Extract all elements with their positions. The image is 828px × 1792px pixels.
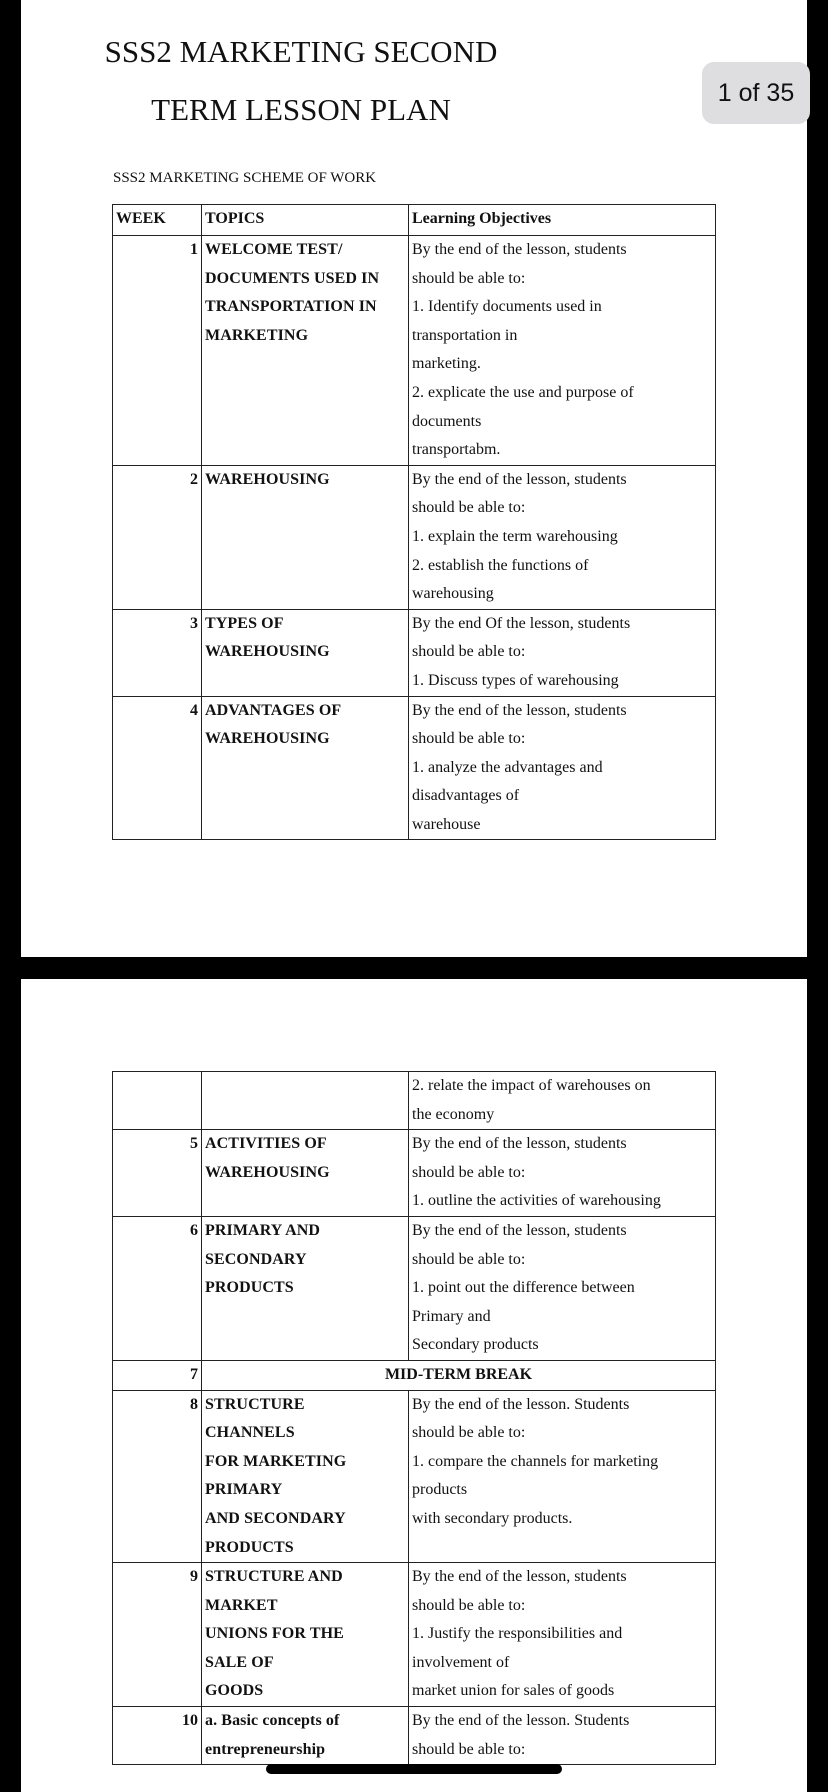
topic-line: WAREHOUSING (205, 643, 330, 661)
objectives-cell (409, 1390, 716, 1563)
objective-line: By the end of the lesson, students (412, 241, 627, 258)
objectives-cell (409, 1707, 716, 1765)
table-row (113, 465, 716, 609)
topic-line: GOODS (205, 1682, 264, 1700)
objective-line: transportation in (412, 326, 518, 344)
table-row (113, 1216, 716, 1360)
objectives-cell (409, 1130, 716, 1217)
objectives-cell (409, 1072, 716, 1130)
week-cell: 7 (113, 1360, 202, 1390)
header-topics: TOPICS (202, 205, 409, 236)
objective-line: should be able to: (412, 1424, 526, 1442)
topic-line: PRODUCTS (205, 1279, 294, 1297)
week-cell: 10 (113, 1707, 202, 1765)
topic-cell (202, 236, 409, 466)
objective-line: 1. point out the difference between (412, 1279, 635, 1297)
objective-line: market union for sales of goods (412, 1682, 615, 1700)
topic-line: SECONDARY (205, 1250, 307, 1268)
objective-line: should be able to: (412, 499, 526, 517)
objectives-cell (409, 465, 716, 609)
objective-line: Secondary products (412, 1336, 539, 1354)
objective-line: By the end of the lesson, students (412, 701, 627, 719)
topic-line: STRUCTURE AND (205, 1568, 343, 1586)
objective-line: the economy (412, 1105, 495, 1123)
topic-line: PRIMARY AND (205, 1221, 321, 1239)
objective-line: warehousing (412, 585, 494, 603)
objective-line: 1. explain the term warehousing (412, 527, 618, 545)
table-row (113, 236, 716, 466)
break-cell: MID-TERM BREAK (202, 1360, 716, 1390)
objective-line: transportabm. (412, 441, 501, 459)
topic-cell (202, 465, 409, 609)
document-title-line-2: TERM LESSON PLAN (151, 92, 451, 127)
objective-line: involvement of (412, 1653, 510, 1671)
objective-line: 1. analyze the advantages and (412, 758, 603, 776)
objective-line: 1. Identify documents used in (412, 298, 602, 316)
topic-line: CHANNELS (205, 1424, 295, 1442)
week-cell: 5 (113, 1130, 202, 1217)
week-cell: 6 (113, 1216, 202, 1360)
topic-line: TRANSPORTATION IN (205, 298, 377, 316)
objective-line: should be able to: (412, 643, 526, 661)
objective-line: By the end of the lesson. Students (412, 1395, 630, 1413)
week-cell: 8 (113, 1390, 202, 1563)
objective-line: 2. establish the functions of (412, 556, 589, 574)
objectives-cell (409, 236, 716, 466)
objective-line: disadvantages of (412, 787, 520, 805)
topic-line: FOR MARKETING (205, 1452, 347, 1470)
table-row (113, 1130, 716, 1217)
topic-line: DOCUMENTS USED IN (205, 269, 380, 287)
objective-line: should be able to: (412, 1740, 526, 1758)
scheme-table-page-1 (112, 204, 716, 840)
topic-line: ADVANTAGES OF (205, 701, 342, 719)
table-row (113, 1390, 716, 1563)
document-page-2 (21, 979, 807, 1792)
topic-line: SALE OF (205, 1653, 274, 1671)
objective-line: By the end of the lesson, students (412, 1221, 627, 1239)
objective-line: should be able to: (412, 730, 526, 748)
topic-line: a. Basic concepts of (205, 1712, 340, 1730)
topic-cell (202, 1390, 409, 1563)
objective-line: 2. relate the impact of warehouses on (412, 1077, 651, 1094)
topic-line: MARKETING (205, 326, 309, 344)
objective-line: should be able to: (412, 1596, 526, 1614)
objective-line: By the end of the lesson, students (412, 1135, 627, 1153)
header-learning-objectives: Learning Objectives (409, 205, 716, 236)
week-cell (113, 1072, 202, 1130)
topic-line: UNIONS FOR THE (205, 1625, 344, 1643)
topic-line: WAREHOUSING (205, 730, 330, 748)
objective-line: By the end of the lesson. Students (412, 1712, 630, 1730)
objective-line: By the end Of the lesson, students (412, 614, 631, 632)
topic-line: WAREHOUSING (205, 470, 330, 488)
topic-line: PRODUCTS (205, 1538, 294, 1556)
topic-cell (202, 1130, 409, 1217)
topic-line: WAREHOUSING (205, 1163, 330, 1181)
header-week: WEEK (113, 205, 202, 236)
topic-cell (202, 1707, 409, 1765)
table-row (113, 1360, 716, 1390)
objective-line: should be able to: (412, 1163, 526, 1181)
objectives-cell (409, 696, 716, 840)
topic-line: STRUCTURE (205, 1395, 305, 1413)
objective-line: By the end of the lesson, students (412, 1568, 627, 1586)
topic-line: WELCOME TEST/ (205, 241, 343, 258)
objective-line: 1. Justify the responsibilities and (412, 1625, 623, 1643)
table-row (113, 609, 716, 696)
table-row (113, 696, 716, 840)
topic-line: PRIMARY (205, 1481, 283, 1499)
objective-line: 1. Discuss types of warehousing (412, 671, 619, 689)
week-cell: 3 (113, 609, 202, 696)
objective-line: should be able to: (412, 269, 526, 287)
objective-line: documents (412, 412, 482, 430)
topic-cell (202, 1563, 409, 1707)
week-cell: 2 (113, 465, 202, 609)
table-row (113, 1563, 716, 1707)
objective-line: warehouse (412, 815, 481, 833)
page-indicator: 1 of 35 (702, 62, 810, 124)
topic-line: TYPES OF (205, 614, 284, 632)
objective-line: Primary and (412, 1307, 491, 1325)
objective-line: products (412, 1481, 468, 1499)
home-indicator-bar[interactable] (266, 1764, 562, 1774)
objective-line: By the end of the lesson, students (412, 470, 627, 488)
topic-line: entrepreneurship (205, 1740, 326, 1758)
week-cell: 1 (113, 236, 202, 466)
topic-cell (202, 1072, 409, 1130)
topic-cell (202, 1216, 409, 1360)
document-page-1 (21, 0, 807, 957)
scheme-subtitle: SSS2 MARKETING SCHEME OF WORK (113, 170, 377, 186)
objective-line: 1. outline the activities of warehousing (412, 1192, 661, 1210)
objective-line: with secondary products. (412, 1509, 573, 1527)
objectives-cell (409, 1216, 716, 1360)
table-row (113, 1072, 716, 1130)
document-title-line-1: SSS2 MARKETING SECOND (104, 34, 498, 69)
objectives-cell (409, 609, 716, 696)
topic-cell (202, 609, 409, 696)
table-row (113, 1707, 716, 1765)
objective-line: should be able to: (412, 1250, 526, 1268)
topic-line: MARKET (205, 1596, 278, 1614)
objective-line: marketing. (412, 355, 481, 373)
scheme-table-page-2 (112, 1071, 716, 1765)
topic-line: ACTIVITIES OF (205, 1135, 327, 1153)
topic-line: AND SECONDARY (205, 1509, 346, 1527)
table-header-row (113, 205, 716, 236)
topic-cell (202, 696, 409, 840)
objective-line: 2. explicate the use and purpose of (412, 383, 634, 401)
week-cell: 9 (113, 1563, 202, 1707)
week-cell: 4 (113, 696, 202, 840)
objectives-cell (409, 1563, 716, 1707)
objective-line: 1. compare the channels for marketing (412, 1452, 659, 1470)
